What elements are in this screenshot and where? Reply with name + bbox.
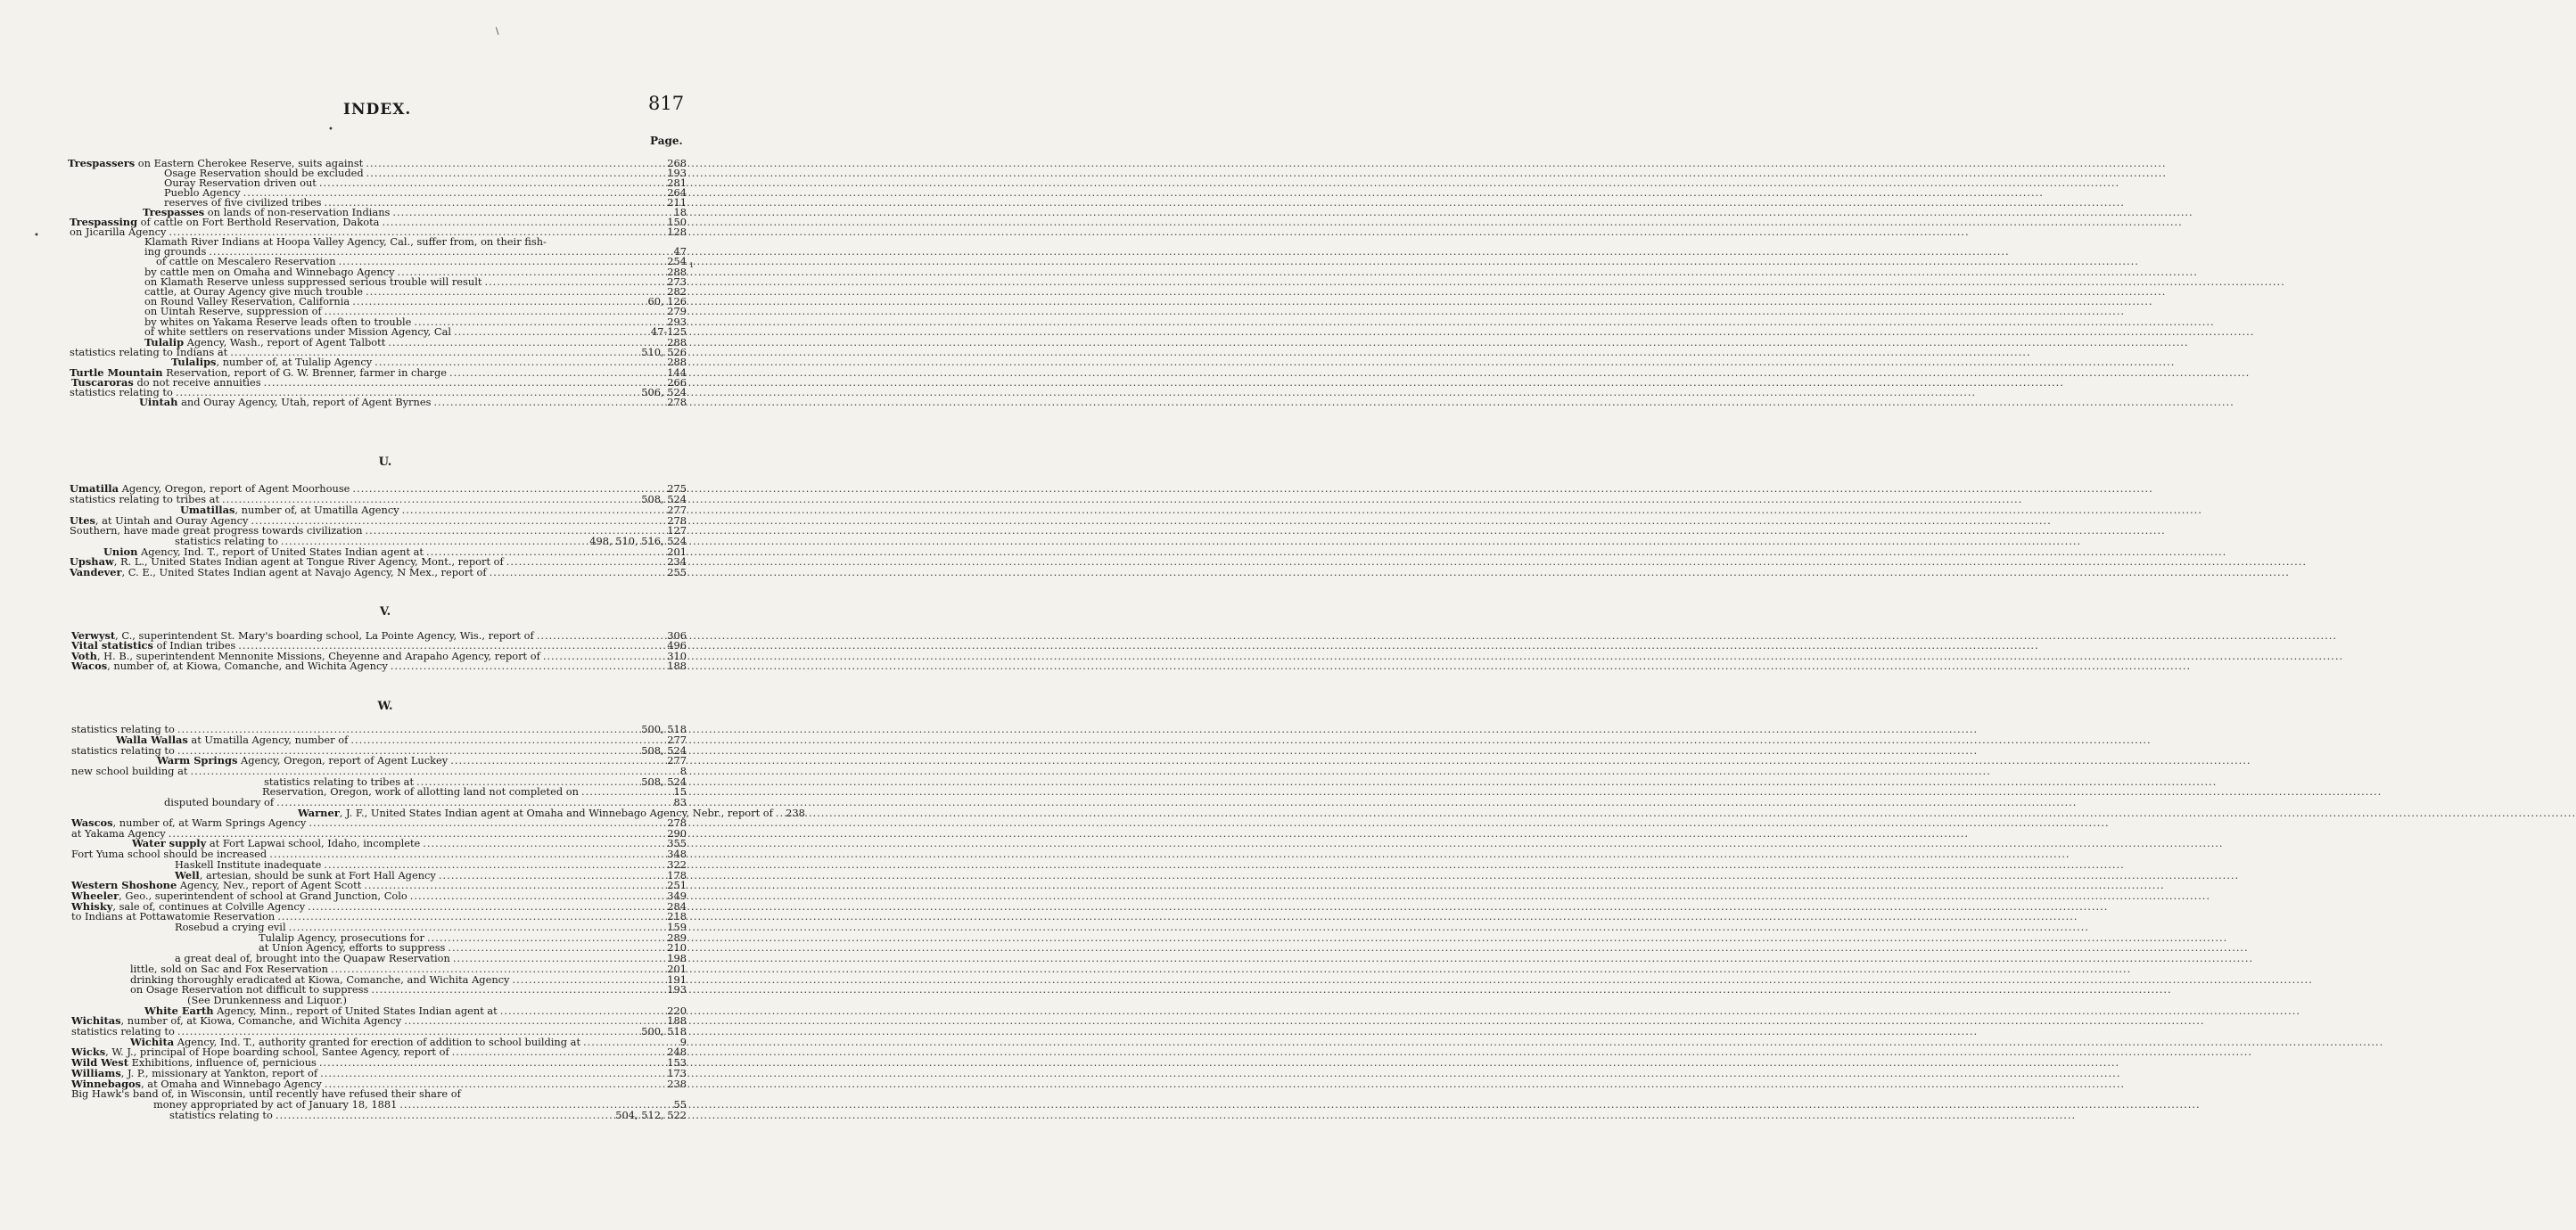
page-reference: 255 bbox=[667, 566, 687, 578]
entry-text: Warner, J. F., United States Indian agent at Omaha and Winnebago Agency, Nebr., report of bbox=[298, 807, 773, 819]
entry-text: statistics relating to bbox=[70, 386, 173, 398]
page-reference: 159 bbox=[667, 921, 687, 933]
page-reference: 277 bbox=[667, 504, 687, 516]
scan-dot-mark: • bbox=[34, 231, 39, 241]
entry-heading: Walla Wallas bbox=[116, 734, 188, 746]
entry-text: statistics relating to bbox=[71, 744, 175, 757]
page-reference: 144 bbox=[667, 366, 687, 379]
entry-text: Vital statistics of Indian tribes bbox=[71, 639, 236, 652]
entry-text: to Indians at Pottawatomie Reservation bbox=[71, 910, 276, 922]
entry-text: Walla Wallas at Umatilla Agency, number of bbox=[116, 734, 349, 746]
section-letter: U. bbox=[378, 455, 392, 469]
entry-heading: Trespasses bbox=[143, 206, 205, 218]
entry-text: Rosebud a crying evil bbox=[175, 921, 286, 933]
index-entry bbox=[139, 397, 687, 407]
entry-heading: Trespassers bbox=[68, 157, 136, 169]
page-reference: 348 bbox=[667, 848, 687, 860]
page-reference: 506, 524 bbox=[641, 386, 687, 398]
page-reference: 15 bbox=[673, 785, 687, 798]
page-reference: 500, 518 bbox=[641, 1025, 687, 1037]
page-reference: 18 bbox=[673, 206, 687, 218]
entry-text: statistics relating to tribes at bbox=[264, 775, 415, 788]
entry-text: money appropriated by act of January 18, 1881 bbox=[153, 1098, 398, 1111]
page-reference: 268 bbox=[667, 157, 687, 169]
page-reference: 55 bbox=[673, 1098, 687, 1111]
entry-text: a great deal of, brought into the Quapaw Reservation bbox=[175, 952, 450, 964]
entry-heading: Trespassing bbox=[70, 216, 138, 228]
entry-text: statistics relating to bbox=[175, 535, 278, 547]
entry-text: Wichitas, number of, at Kiowa, Comanche, and Wichita Agency bbox=[71, 1014, 402, 1027]
entry-text: Warm Springs Agency, Oregon, report of Agent Luckey bbox=[157, 754, 449, 767]
entry-heading: Wild West bbox=[71, 1056, 128, 1069]
page-title: INDEX. bbox=[343, 101, 412, 119]
page-reference: 251 bbox=[667, 879, 687, 891]
page-reference: 47-125 bbox=[650, 325, 687, 338]
entry-text: at Yakama Agency bbox=[71, 827, 166, 840]
entry-text: Utes, at Uintah and Ouray Agency bbox=[70, 514, 249, 527]
page-reference: 153 bbox=[667, 1056, 687, 1069]
index-entry bbox=[169, 1110, 687, 1120]
entry-heading: Wascos bbox=[71, 816, 113, 829]
entry-text: reserves of five civilized tribes bbox=[164, 196, 322, 209]
entry-text: Wild West Exhibitions, influence of, pernicious bbox=[71, 1056, 317, 1069]
entry-heading: Verwyst bbox=[71, 629, 116, 642]
page-reference: 498, 510, 516, 524 bbox=[589, 535, 687, 547]
entry-text: statistics relating to bbox=[169, 1109, 273, 1121]
page-reference: 47 bbox=[673, 245, 687, 258]
page-reference: 496 bbox=[667, 639, 687, 652]
entry-text: Upshaw, R. L., United States Indian agent at Tongue River Agency, Mont., report of bbox=[70, 555, 504, 568]
index-page bbox=[0, 0, 805, 1230]
page-reference: 508, 524 bbox=[641, 493, 687, 505]
page-reference: 281 bbox=[667, 176, 687, 189]
page-number: 817 bbox=[648, 93, 685, 114]
entry-text: Tuscaroras do not receive annuities bbox=[71, 376, 261, 389]
page-reference: 266 bbox=[667, 376, 687, 389]
entry-text: Voth, H. B., superintendent Mennonite Missions, Cheyenne and Arapaho Agency, report of bbox=[71, 650, 540, 662]
page-reference: 60, 126 bbox=[647, 295, 687, 308]
entry-heading: Well bbox=[175, 869, 200, 882]
entry-text: Pueblo Agency bbox=[164, 186, 241, 199]
page-reference: 234 bbox=[667, 555, 687, 568]
entry-text: Wichita Agency, Ind. T., authority granted for erection of addition to school building at bbox=[130, 1036, 581, 1048]
page-reference: 238 bbox=[667, 1078, 687, 1090]
entry-heading: Vital statistics bbox=[71, 639, 153, 652]
page-reference: 278 bbox=[667, 514, 687, 527]
entry-heading: Umatilla bbox=[70, 482, 119, 495]
entry-heading: Whisky bbox=[71, 900, 113, 913]
entry-heading: Wicks bbox=[71, 1046, 106, 1058]
entry-text: Tulalips, number of, at Tulalip Agency bbox=[171, 356, 373, 368]
scan-dot-mark: • bbox=[328, 125, 333, 135]
page-reference: 264 bbox=[667, 186, 687, 199]
entry-heading: Western Shoshone bbox=[71, 879, 177, 891]
entry-text: ing grounds bbox=[144, 245, 207, 258]
entry-heading: Upshaw bbox=[70, 555, 114, 568]
entry-heading: Tulalips bbox=[171, 356, 217, 368]
page-reference: 290 bbox=[667, 827, 687, 840]
entry-text: Wheeler, Geo., superintendent of school at Grand Junction, Colo bbox=[71, 890, 407, 902]
entry-text: Trespassers on Eastern Cherokee Reserve, suits against bbox=[68, 157, 364, 169]
page-reference: 288 bbox=[667, 336, 687, 348]
page-reference: 510, 526 bbox=[641, 346, 687, 358]
entry-heading: Union bbox=[103, 545, 138, 558]
entry-text: Uintah and Ouray Agency, Utah, report of Agent Byrnes bbox=[139, 396, 432, 408]
page-reference: 310 bbox=[667, 650, 687, 662]
entry-text: Southern, have made great progress towards civilization bbox=[70, 524, 363, 537]
entry-text: disputed boundary of bbox=[164, 796, 275, 808]
page-reference: 289 bbox=[667, 931, 687, 944]
entry-heading: Tulalip bbox=[144, 336, 185, 348]
page-reference: 9 bbox=[679, 1036, 687, 1048]
entry-heading: Wacos bbox=[71, 660, 108, 672]
entry-heading: Warner bbox=[298, 807, 340, 819]
page-reference: 173 bbox=[667, 1067, 687, 1079]
page-reference: 188 bbox=[667, 660, 687, 672]
page-reference: 504, 512, 522 bbox=[615, 1109, 687, 1121]
entry-text: White Earth Agency, Minn., report of United States Indian agent at bbox=[144, 1004, 498, 1017]
section-letter: V. bbox=[379, 605, 391, 619]
entry-text: Water supply at Fort Lapwai school, Idaho, incomplete bbox=[132, 837, 421, 849]
entry-text: Vandever, C. E., United States Indian agent at Navajo Agency, N Mex., report of bbox=[70, 566, 487, 578]
page-reference: 349 bbox=[667, 890, 687, 902]
entry-heading: Warm Springs bbox=[157, 754, 238, 767]
page-reference: 248 bbox=[667, 1046, 687, 1058]
page-reference: 500, 518 bbox=[641, 723, 687, 735]
entry-text: of cattle on Mescalero Reservation bbox=[156, 255, 336, 267]
entry-text: on Klamath Reserve unless suppressed serious trouble will result bbox=[144, 275, 482, 288]
entry-text: Verwyst, C., superintendent St. Mary's boarding school, La Pointe Agency, Wis., report of bbox=[71, 629, 534, 642]
entry-text: Big Hawk's band of, in Wisconsin, until recently have refused their share of bbox=[71, 1087, 461, 1100]
entry-heading: Turtle Mountain bbox=[70, 366, 163, 379]
page-reference: 150 bbox=[667, 216, 687, 228]
entry-text: (See Drunkenness and Liquor.) bbox=[187, 994, 347, 1006]
page-reference: 198 bbox=[667, 952, 687, 964]
entry-text: statistics relating to bbox=[71, 1025, 175, 1037]
page-reference: 220 bbox=[667, 1004, 687, 1017]
entry-heading: Wichitas bbox=[71, 1014, 121, 1027]
entry-text: on Jicarilla Agency bbox=[70, 226, 167, 238]
page-reference: 193 bbox=[667, 167, 687, 179]
entry-text: on Osage Reservation not difficult to suppress bbox=[130, 983, 369, 996]
entry-text: Wicks, W. J., principal of Hope boarding school, Santee Agency, report of bbox=[71, 1046, 449, 1058]
page-reference: 201 bbox=[667, 545, 687, 558]
entry-text: Turtle Mountain Reservation, report of G. W. Brenner, farmer in charge bbox=[70, 366, 448, 379]
entry-text: on Uintah Reserve, suppression of bbox=[144, 305, 322, 317]
entry-text: Haskell Institute inadequate bbox=[175, 858, 322, 871]
section-letter: W. bbox=[377, 700, 393, 713]
entry-text: drinking thoroughly eradicated at Kiowa, Comanche, and Wichita Agency bbox=[130, 973, 510, 986]
page-reference: 355 bbox=[667, 837, 687, 849]
dot-leader bbox=[276, 1110, 613, 1120]
entry-text: Well, artesian, should be sunk at Fort Hall Agency bbox=[175, 869, 436, 882]
page-reference: 201 bbox=[667, 963, 687, 975]
page-reference: 128 bbox=[667, 226, 687, 238]
entry-text: new school building at bbox=[71, 765, 188, 777]
dot-leader bbox=[433, 397, 664, 407]
entry-heading: Uintah bbox=[139, 396, 178, 408]
entry-text: Union Agency, Ind. T., report of United States Indian agent at bbox=[103, 545, 424, 558]
page-reference: 218 bbox=[667, 910, 687, 922]
page-reference: 238 bbox=[786, 807, 805, 819]
index-entry bbox=[70, 567, 687, 578]
page-reference: 278 bbox=[667, 816, 687, 829]
entry-text: Williams, J. P., missionary at Yankton, report of bbox=[71, 1067, 318, 1079]
scan-tick-mark: ı bbox=[690, 260, 694, 270]
entry-text: on Round Valley Reservation, California bbox=[144, 295, 350, 308]
dot-leader bbox=[391, 660, 664, 671]
entry-heading: Wichita bbox=[130, 1036, 175, 1048]
page-reference: 508, 524 bbox=[641, 775, 687, 788]
entry-text: Reservation, Oregon, work of allotting land not completed on bbox=[262, 785, 579, 798]
index-entry bbox=[71, 660, 687, 671]
entry-text: Wacos, number of, at Kiowa, Comanche, and Wichita Agency bbox=[71, 660, 388, 672]
page-reference: 83 bbox=[673, 796, 687, 808]
page-reference: 277 bbox=[667, 754, 687, 767]
page-reference: 127 bbox=[667, 524, 687, 537]
entry-text: Klamath River Indians at Hoopa Valley Agency, Cal., suffer from, on their fish- bbox=[144, 235, 547, 248]
page-reference: 279 bbox=[667, 305, 687, 317]
page-reference: 193 bbox=[667, 983, 687, 996]
entry-text: by cattle men on Omaha and Winnebago Agency bbox=[144, 266, 395, 278]
entry-text: Ouray Reservation driven out bbox=[164, 176, 317, 189]
entry-heading: Umatillas bbox=[180, 504, 235, 516]
page-reference: 275 bbox=[667, 482, 687, 495]
page-column-label: Page. bbox=[650, 135, 683, 147]
page-reference: 210 bbox=[667, 941, 687, 954]
entry-text: Trespasses on lands of non-reservation Indians bbox=[143, 206, 391, 218]
entry-heading: Wheeler bbox=[71, 890, 119, 902]
entry-text: Winnebagos, at Omaha and Winnebago Agency bbox=[71, 1078, 322, 1090]
page-reference: 178 bbox=[667, 869, 687, 882]
page-reference: 254 bbox=[667, 255, 687, 267]
entry-heading: Williams bbox=[71, 1067, 121, 1079]
entry-heading: Winnebagos bbox=[71, 1078, 142, 1090]
entry-text: Trespassing of cattle on Fort Berthold Reservation, Dakota bbox=[70, 216, 380, 228]
entry-text: Umatillas, number of, at Umatilla Agency bbox=[180, 504, 399, 516]
entry-text: Tulalip Agency, prosecutions for bbox=[259, 931, 424, 944]
dot-leader bbox=[371, 984, 664, 995]
page-reference: 288 bbox=[667, 266, 687, 278]
page-reference: 322 bbox=[667, 858, 687, 871]
page-reference: 288 bbox=[667, 356, 687, 368]
entry-text: by whites on Yakama Reserve leads often to trouble bbox=[144, 316, 412, 328]
entry-text: Wascos, number of, at Warm Springs Agency bbox=[71, 816, 307, 829]
entry-text: Western Shoshone Agency, Nev., report of Agent Scott bbox=[71, 879, 362, 891]
entry-text: statistics relating to tribes at bbox=[70, 493, 220, 505]
entry-text: cattle, at Ouray Agency give much trouble bbox=[144, 285, 364, 298]
entry-text: statistics relating to Indians at bbox=[70, 346, 228, 358]
entry-heading: Vandever bbox=[70, 566, 122, 578]
entry-text: statistics relating to bbox=[71, 723, 175, 735]
entry-text: Osage Reservation should be excluded bbox=[164, 167, 364, 179]
page-reference: 277 bbox=[667, 734, 687, 746]
page-reference: 191 bbox=[667, 973, 687, 986]
entry-text: of white settlers on reservations under Mission Agency, Cal bbox=[144, 325, 452, 338]
entry-heading: Tuscaroras bbox=[71, 376, 134, 389]
entry-text: little, sold on Sac and Fox Reservation bbox=[130, 963, 328, 975]
page-reference: 508, 524 bbox=[641, 744, 687, 757]
entry-heading: Water supply bbox=[132, 837, 207, 849]
entry-text: Umatilla Agency, Oregon, report of Agent Moorhouse bbox=[70, 482, 350, 495]
entry-text: Fort Yuma school should be increased bbox=[71, 848, 267, 860]
entry-heading: Voth bbox=[71, 650, 97, 662]
page-reference: 188 bbox=[667, 1014, 687, 1027]
entry-heading: Utes bbox=[70, 514, 95, 527]
entry-text: Whisky, sale of, continues at Colville Agency bbox=[71, 900, 306, 913]
page-reference: 273 bbox=[667, 275, 687, 288]
entry-heading: White Earth bbox=[144, 1004, 214, 1017]
page-reference: 293 bbox=[667, 316, 687, 328]
page-reference: 306 bbox=[667, 629, 687, 642]
entry-text: Tulalip Agency, Wash., report of Agent Talbott bbox=[144, 336, 386, 348]
page-reference: 284 bbox=[667, 900, 687, 913]
page-reference: 282 bbox=[667, 285, 687, 298]
page-reference: 8 bbox=[679, 765, 687, 777]
scan-tick-mark: \ bbox=[496, 27, 499, 37]
dot-leader bbox=[490, 567, 664, 578]
page-reference: 211 bbox=[667, 196, 687, 209]
page-reference: 278 bbox=[667, 396, 687, 408]
entry-text: at Union Agency, efforts to suppress bbox=[259, 941, 446, 954]
